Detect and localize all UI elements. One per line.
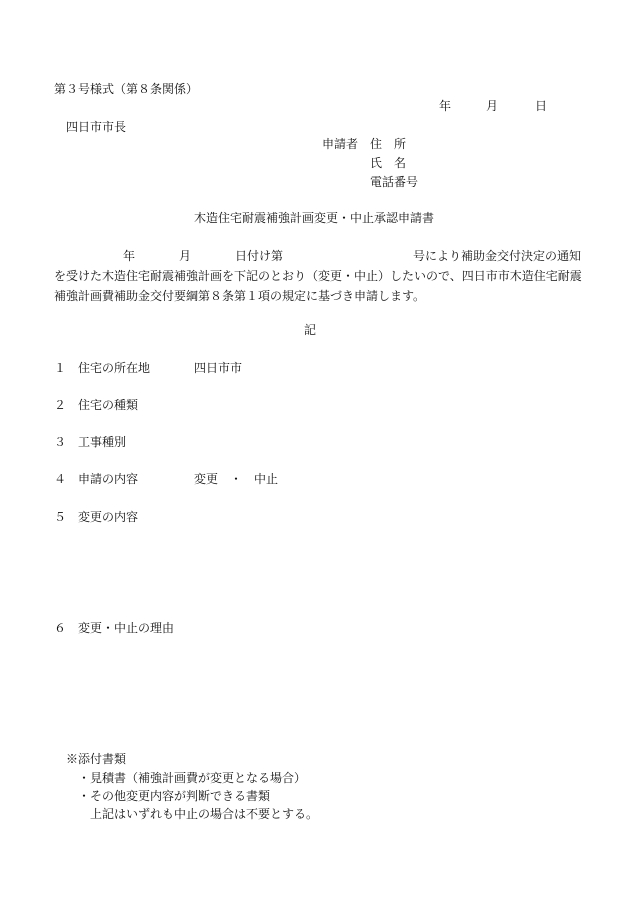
body-year: 年 <box>123 249 136 263</box>
body-paragraph <box>54 246 582 306</box>
document-title: 木造住宅耐震補強計画変更・中止承認申請書 <box>194 211 435 225</box>
applicant-name-label: 氏 名 <box>370 156 407 170</box>
body-month: 月 <box>179 249 192 263</box>
body-line-1 <box>54 246 582 266</box>
item-label: 住宅の種類 <box>78 398 139 412</box>
body-line-3: 補強計画費補助金交付要綱第８条第１項の規定に基づき申請します。 <box>54 289 426 303</box>
item-number: ２ <box>54 398 67 412</box>
item-value: 四日市市 <box>194 361 243 375</box>
attachment-item: ・その他変更内容が判断できる書類 <box>78 789 271 803</box>
body-line1-tail: 号により補助金交付決定の通知 <box>413 249 582 263</box>
item-number: ５ <box>54 510 67 524</box>
item-label: 住宅の所在地 <box>78 361 151 375</box>
addressee: 四日市市長 <box>66 120 127 134</box>
body-date-suffix: 日付け第 <box>235 249 284 263</box>
item-label: 変更・中止の理由 <box>78 621 175 635</box>
item-label: 変更の内容 <box>78 510 139 524</box>
attachments-heading: ※添付書類 <box>66 752 127 766</box>
applicant-address-label: 住 所 <box>370 137 407 151</box>
item-label: 工事種別 <box>78 435 127 449</box>
item-number: ４ <box>54 472 67 486</box>
item-number: ３ <box>54 435 67 449</box>
applicant-heading: 申請者 <box>322 137 359 151</box>
item-number: ６ <box>54 621 67 635</box>
attachments-note: 上記はいずれも中止の場合は不要とする。 <box>90 807 319 821</box>
date-day: 日 <box>535 99 548 113</box>
ki-heading: 記 <box>304 323 317 337</box>
date-month: 月 <box>486 99 499 113</box>
form-number: 第３号様式（第８条関係） <box>54 82 199 96</box>
applicant-phone-label: 電話番号 <box>370 175 419 189</box>
body-line-2: を受けた木造住宅耐震補強計画を下記のとおり（変更・中止）したいので、四日市市木造住宅耐震 <box>54 269 582 283</box>
item-label: 申請の内容 <box>78 472 139 486</box>
date-year: 年 <box>439 99 452 113</box>
item-value: 変更 ・ 中止 <box>194 472 279 486</box>
attachment-item: ・見積書（補強計画費が変更となる場合） <box>78 771 307 785</box>
item-number: １ <box>54 361 67 375</box>
